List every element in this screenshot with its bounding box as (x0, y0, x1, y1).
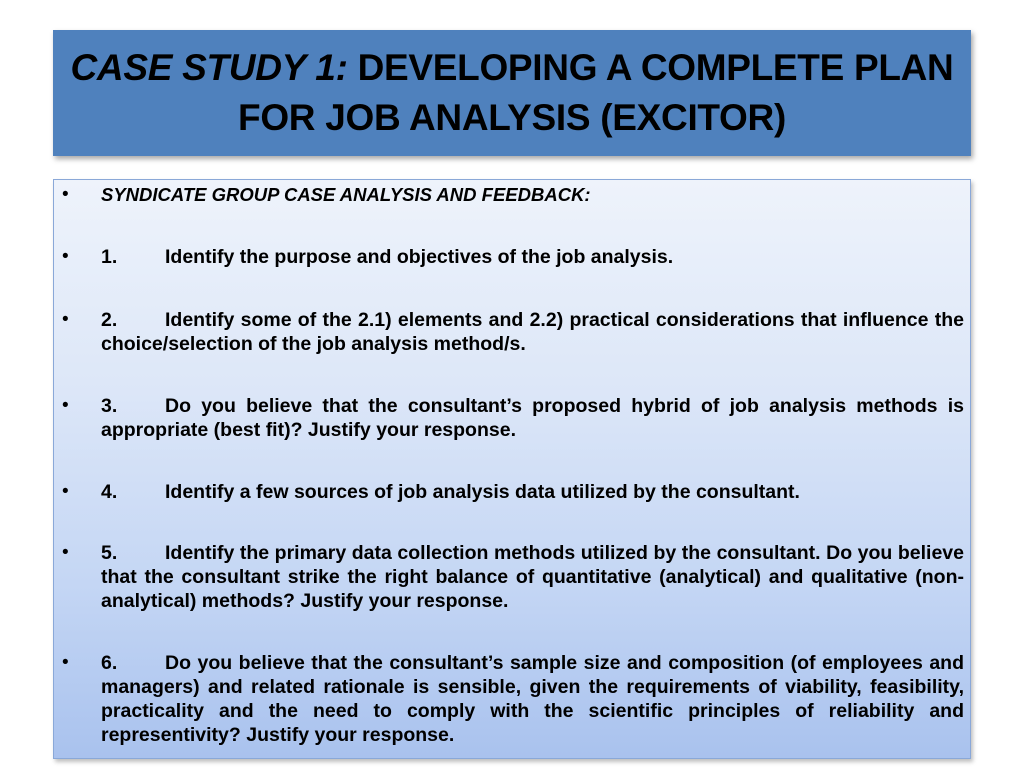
content-box (53, 179, 971, 759)
question-body: Do you believe that the consultant’s proposed hybrid of job analysis methods is appropriate (best fit)? Justify your response. (101, 395, 964, 441)
title-italic-part: CASE STUDY 1: (70, 47, 348, 88)
bullet-marker: • (62, 652, 69, 673)
bullet-marker: • (62, 542, 69, 563)
question-text (101, 541, 964, 613)
slide-title (53, 43, 971, 143)
question-number: 2. (101, 309, 118, 331)
bullet-marker: • (62, 481, 69, 502)
title-box (53, 30, 971, 156)
question-text (101, 651, 964, 747)
title-main-part: DEVELOPING A COMPLETE PLAN FOR JOB ANALYSIS (EXCITOR) (238, 47, 954, 138)
question-number: 6. (101, 652, 118, 674)
bullet-marker: • (62, 309, 69, 330)
question-body: Identify some of the 2.1) elements and 2.2) practical considerations that influence the choice/selection of the job analysis method/s. (101, 309, 964, 355)
bullet-marker: • (62, 246, 69, 267)
bullet-marker: • (62, 184, 69, 205)
question-body: Identify the purpose and objectives of the job analysis. (165, 246, 674, 268)
question-text (101, 308, 964, 356)
question-text (101, 394, 964, 442)
case-analysis-heading: SYNDICATE GROUP CASE ANALYSIS AND FEEDBACK: (101, 184, 591, 205)
question-text (101, 245, 964, 269)
question-body: Identify a few sources of job analysis data utilized by the consultant. (165, 481, 800, 503)
question-body: Do you believe that the consultant’s sample size and composition (of employees and managers) and related rationale is sensible, given the requirements of viability, feasibility, practicality and the need to comply with the scientific principles of reliability and representivity? Justify your response. (101, 652, 964, 746)
question-number: 3. (101, 395, 118, 417)
question-number: 5. (101, 542, 118, 564)
question-body: Identify the primary data collection methods utilized by the consultant. Do you believe that the consultant strike the right balance of quantitative (analytical) and qualitative (non-analytical) methods? Justify your response. (101, 542, 964, 612)
question-text (101, 480, 964, 504)
question-number: 4. (101, 481, 118, 503)
question-number: 1. (101, 246, 118, 268)
bullet-marker: • (62, 395, 69, 416)
